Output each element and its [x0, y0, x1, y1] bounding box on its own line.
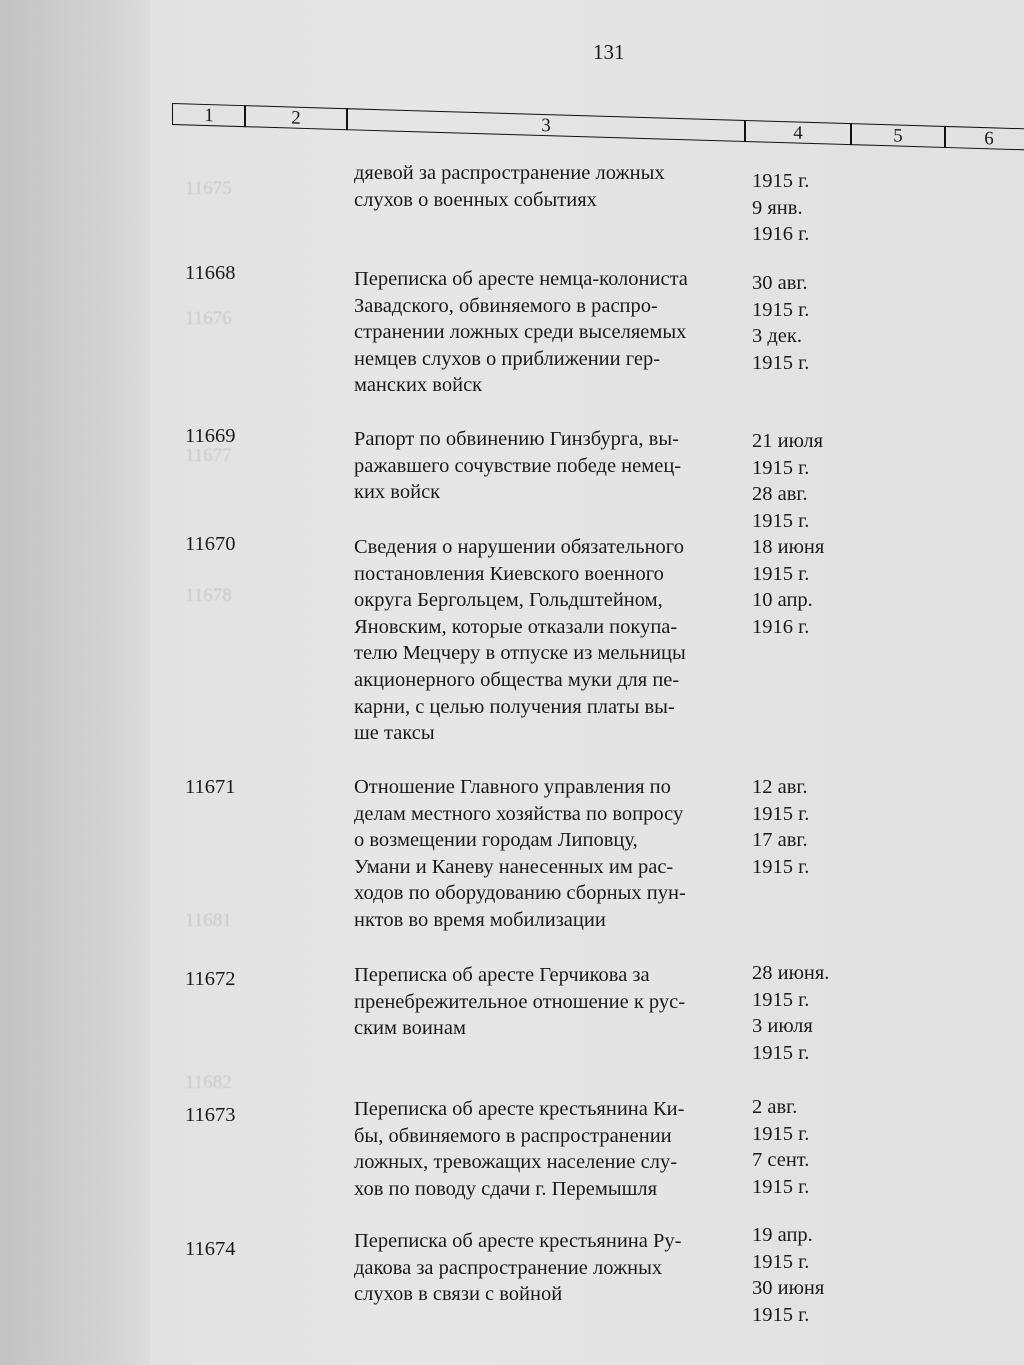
header-col-6: 6 — [944, 126, 1024, 151]
header-col-4: 4 — [744, 120, 852, 145]
page-number: 131 — [593, 40, 625, 64]
entry-dates: 12 авг. 1915 г. 17 авг. 1915 г. — [752, 776, 810, 878]
entry-dates: 2 авг. 1915 г. 7 сент. 1915 г. — [752, 1096, 810, 1198]
entry-number: 11674 — [185, 1238, 236, 1260]
entry-dates: 18 июня 1915 г. 10 апр. 1916 г. — [752, 536, 825, 638]
header-col-5: 5 — [850, 123, 946, 148]
entry-description: Переписка об аресте Герчикова за пренебрежительное отношение к рус- ским воинам — [354, 964, 686, 1040]
entry-number: 11668 — [185, 262, 236, 284]
header-col-1: 1 — [172, 103, 246, 127]
entry-dates: 1915 г. 9 янв. 1916 г. — [752, 170, 810, 246]
entry-dates: 28 июня. 1915 г. 3 июля 1915 г. — [752, 962, 830, 1064]
bleed-through-text: 11678 — [185, 585, 232, 606]
entry-number: 11671 — [185, 776, 236, 798]
entry-number: 11670 — [185, 533, 236, 555]
entry-dates: 21 июля 1915 г. 28 авг. 1915 г. — [752, 430, 824, 532]
entry-description: Переписка об аресте немца-колониста Завадского, обвиняемого в распро- странении ложных среди выселяемых немцев слухов о приближении гер- манских войск — [354, 268, 688, 397]
entry-dates: 19 апр. 1915 г. 30 июня 1915 г. — [752, 1224, 825, 1326]
header-col-2: 2 — [244, 105, 348, 130]
bleed-through-text: 11681 — [185, 910, 232, 931]
entry-description: дяевой за распространение ложных слухов о военных событиях — [354, 162, 665, 211]
entry-description: Рапорт по обвинению Гинзбурга, вы- ражавшего сочувствие победе немец- ких войск — [354, 428, 682, 504]
bleed-through-text: 11675 — [185, 178, 232, 199]
bleed-through-text: 11682 — [185, 1072, 232, 1093]
table-header — [172, 103, 1024, 167]
book-spine-shadow — [0, 0, 150, 1365]
entry-number: 11669 — [185, 425, 236, 447]
entry-number: 11672 — [185, 968, 236, 990]
bleed-through-text: 11677 — [185, 445, 232, 466]
entry-dates: 30 авг. 1915 г. 3 дек. 1915 г. — [752, 272, 810, 374]
entry-description: Переписка об аресте крестьянина Ру- дакова за распространение ложных слухов в связи с войной — [354, 1230, 682, 1306]
bleed-through-text: 11676 — [185, 308, 232, 329]
header-col-3: 3 — [346, 108, 746, 142]
entry-description: Отношение Главного управления по делам местного хозяйства по вопросу о возмещении городам Липовцу, Умани и Каневу нанесенных им рас- ходов по оборудованию сборных пун- нктов во время мобилизации — [354, 776, 686, 931]
entry-description: Переписка об аресте крестьянина Ки- бы, обвиняемого в распространении ложных, тревожащих население слу- хов по поводу сдачи г. Перемышля — [354, 1098, 685, 1200]
entry-number: 11673 — [185, 1104, 236, 1126]
entry-description: Сведения о нарушении обязательного постановления Киевского военного округа Бергольцем, Гольдштейном, Яновским, которые отказали покупа- телю Мецчеру в отпуске из мельницы акционерного общества муки для пе- карни, с целью получения платы вы- ше таксы — [354, 536, 686, 745]
